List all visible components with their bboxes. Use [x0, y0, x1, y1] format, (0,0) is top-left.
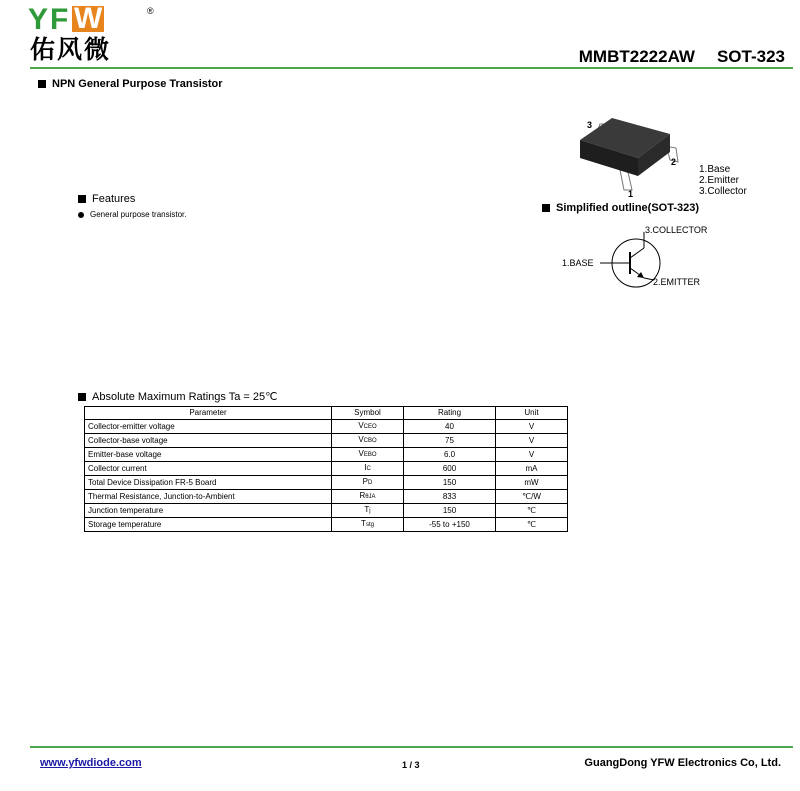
- pin-list-item: 3.Collector: [699, 186, 747, 197]
- emitter-arrow-icon: [637, 272, 644, 278]
- symbol-letter: V: [358, 449, 364, 459]
- symbol-subscript: EBO: [363, 452, 377, 459]
- package-name: SOT-323: [716, 47, 785, 66]
- symbol-letter: T: [361, 519, 366, 529]
- ratings-table: [84, 406, 568, 532]
- symbol-subscript: θJA: [365, 494, 376, 501]
- bullet-square-icon: [78, 393, 86, 401]
- symbol-cell: [332, 518, 404, 532]
- symbol-subscript: CBO: [363, 438, 377, 445]
- symbol-subscript: CEO: [363, 424, 377, 431]
- symbol-cell: [332, 434, 404, 448]
- table-row: [85, 476, 568, 490]
- emitter-label: 2.EMITTER: [653, 277, 701, 287]
- unit-cell: V: [496, 448, 568, 462]
- symbol-subscript: D: [368, 480, 373, 487]
- pin-list-item: 1.Base: [699, 164, 731, 175]
- parameter-cell: Junction temperature: [85, 504, 332, 518]
- parameter-cell: Thermal Resistance, Junction-to-Ambient: [85, 490, 332, 504]
- feature-text: General purpose transistor.: [90, 210, 187, 219]
- parameter-cell: Emitter-base voltage: [85, 448, 332, 462]
- parameter-cell: Collector-base voltage: [85, 434, 332, 448]
- unit-cell: mA: [496, 462, 568, 476]
- rating-cell: 150: [404, 504, 496, 518]
- symbol-subscript: j: [369, 508, 371, 515]
- bullet-square-icon: [38, 80, 46, 88]
- collector-label: 3.COLLECTOR: [645, 225, 708, 235]
- symbol-letter: V: [358, 421, 364, 431]
- ratings-heading: [78, 390, 278, 403]
- footer-divider: [30, 746, 793, 748]
- column-header: Symbol: [332, 407, 404, 420]
- header-divider: [30, 67, 793, 69]
- brand-logo-chinese: 佑风微: [30, 35, 112, 64]
- page-title: [520, 47, 785, 67]
- column-header: Rating: [404, 407, 496, 420]
- unit-cell: V: [496, 420, 568, 434]
- logo-letter-y: Y: [28, 3, 49, 36]
- rating-cell: 75: [404, 434, 496, 448]
- pin-list-item: 2.Emitter: [699, 175, 740, 186]
- collector-lead: [630, 248, 644, 258]
- symbol-subscript: stg: [365, 522, 374, 529]
- column-header: Parameter: [85, 407, 332, 420]
- unit-cell: ℃: [496, 518, 568, 532]
- symbol-letter: R: [359, 491, 366, 501]
- pin-label-2: 2: [671, 157, 677, 167]
- outline-heading: [542, 202, 699, 214]
- base-label: 1.BASE: [562, 258, 594, 268]
- pin-label-3: 3: [587, 120, 593, 130]
- symbol-cell: [332, 448, 404, 462]
- logo-letter-f: F: [50, 3, 69, 36]
- unit-cell: ℃/W: [496, 490, 568, 504]
- parameter-cell: Collector-emitter voltage: [85, 420, 332, 434]
- rating-cell: 6.0: [404, 448, 496, 462]
- symbol-cell: [332, 504, 404, 518]
- parameter-cell: Collector current: [85, 462, 332, 476]
- rating-cell: -55 to +150: [404, 518, 496, 532]
- ratings-title: Absolute Maximum Ratings Ta = 25℃: [92, 391, 278, 403]
- subtitle: [38, 78, 223, 90]
- table-header-row: [85, 407, 568, 420]
- transistor-symbol: [560, 222, 735, 294]
- table-row: [85, 420, 568, 434]
- part-number: MMBT2222AW: [578, 47, 695, 66]
- subtitle-text: NPN General Purpose Transistor: [52, 78, 223, 90]
- table-row: [85, 462, 568, 476]
- table-row: [85, 448, 568, 462]
- pin-list: [699, 164, 747, 197]
- rating-cell: 150: [404, 476, 496, 490]
- pin-label-1: 1: [628, 189, 634, 197]
- outline-title: Simplified outline(SOT-323): [556, 202, 700, 214]
- symbol-cell: [332, 462, 404, 476]
- table-row: [85, 490, 568, 504]
- package-body: [580, 118, 670, 176]
- table-row: [85, 504, 568, 518]
- rating-cell: 833: [404, 490, 496, 504]
- feature-item: [78, 210, 187, 219]
- registered-mark: ®: [147, 6, 154, 16]
- parameter-cell: Total Device Dissipation FR-5 Board: [85, 476, 332, 490]
- unit-cell: mW: [496, 476, 568, 490]
- table-row: [85, 518, 568, 532]
- bullet-square-icon: [78, 195, 86, 203]
- brand-logo: [28, 2, 128, 36]
- logo-letter-w: W: [74, 2, 103, 35]
- footer-website-link[interactable]: www.yfwdiode.com: [40, 757, 142, 769]
- parameter-cell: Storage temperature: [85, 518, 332, 532]
- features-title: Features: [92, 193, 136, 205]
- unit-cell: V: [496, 434, 568, 448]
- package-drawing: [570, 112, 695, 197]
- symbol-subscript: C: [366, 466, 371, 473]
- symbol-cell: [332, 490, 404, 504]
- rating-cell: 600: [404, 462, 496, 476]
- rating-cell: 40: [404, 420, 496, 434]
- bullet-dot-icon: [78, 212, 84, 218]
- symbol-cell: [332, 420, 404, 434]
- bullet-square-icon: [542, 204, 550, 212]
- symbol-letter: T: [364, 505, 370, 515]
- company-name: GuangDong YFW Electronics Co, Ltd.: [584, 757, 781, 769]
- symbol-letter: I: [364, 463, 367, 473]
- features-heading: [78, 193, 135, 205]
- page-number: 1 / 3: [402, 760, 420, 770]
- column-header: Unit: [496, 407, 568, 420]
- table-row: [85, 434, 568, 448]
- symbol-letter: V: [358, 435, 364, 445]
- unit-cell: ℃: [496, 504, 568, 518]
- symbol-letter: P: [362, 477, 368, 487]
- symbol-cell: [332, 476, 404, 490]
